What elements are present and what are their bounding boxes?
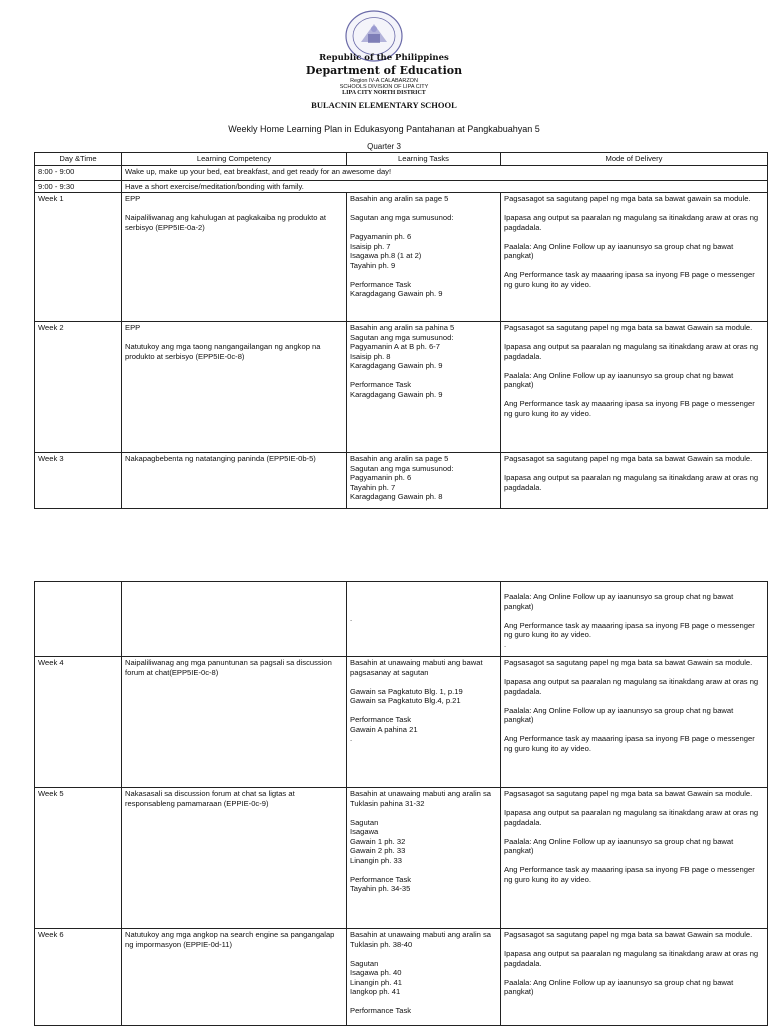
competency-text: Naipaliliwanag ang mga panuntunan sa pagsali sa discussion forum at chat(EPP5IE-0c-8) xyxy=(125,658,332,677)
competency-text: EPP Natutukoy ang mga taong nangangailangan ng angkop na produkto at serbisyo (EPP5IE-0c-8) xyxy=(125,323,321,361)
learning-plan-table-page-1 xyxy=(34,152,768,509)
region-line: Region IV-A CALABARZON xyxy=(350,78,418,84)
tasks-text: Basahin ang aralin sa pahina 5 Sagutan ang mga sumusunod: Pagyamanin A at B ph. 6-7 Isaisip ph. 8 Karagdagang Gawain ph. 9 Performance Task Karagdagang Gawain ph. 9 xyxy=(350,323,455,399)
delivery-text: Pagsasagot sa sagutang papel ng mga bata sa bawat Gawain sa module. Ipapasa ang output sa paaralan ng magulang sa itinakdang araw at oras ng pagdadala. Paalala: Ang Online Follow up ay iaanunsyo sa group chat ng bawat pangkat) Ang Performance task ay maaaring ipasa sa inyong FB page o messenger ng guro kung ito ay video. xyxy=(504,658,759,753)
tasks-text: . xyxy=(350,614,353,624)
continuation-row xyxy=(35,582,768,657)
routine-row xyxy=(35,165,768,180)
republic-line: Republic of the Philippines xyxy=(319,53,449,63)
empty-cell xyxy=(35,582,122,657)
school-name: BULACNIN ELEMENTARY SCHOOL xyxy=(311,100,457,110)
plan-title: Weekly Home Learning Plan in Edukasyong Pantahanan at Pangkabuahyan 5 xyxy=(228,124,540,134)
week-label: Week 4 xyxy=(35,657,122,788)
routine-text: Wake up, make up your bed, eat breakfast, and get ready for an awesome day! xyxy=(122,165,768,180)
column-header: Learning Tasks xyxy=(347,153,501,166)
routine-row xyxy=(35,180,768,193)
week-label: Week 6 xyxy=(35,929,122,1026)
week-label: Week 5 xyxy=(35,788,122,929)
quarter-label: Quarter 3 xyxy=(367,142,401,151)
week-label: Week 2 xyxy=(35,322,122,453)
week-row xyxy=(35,453,768,509)
week-row xyxy=(35,788,768,929)
week-row xyxy=(35,322,768,453)
time-cell: 8:00 - 9:00 xyxy=(35,165,122,180)
competency-text: Nakapagbebenta ng natatanging paninda (EPP5IE-0b-5) xyxy=(125,454,316,463)
week-row xyxy=(35,929,768,1026)
week-row xyxy=(35,657,768,788)
table-header-row xyxy=(35,153,768,166)
empty-cell xyxy=(122,582,347,657)
week-row xyxy=(35,193,768,322)
tasks-text: Basahin ang aralin sa page 5 Sagutan ang mga sumusunod: Pagyamanin ph. 6 Tayahin ph. 7 Karagdagang Gawain ph. 8 xyxy=(350,454,454,501)
department-line: Department of Education xyxy=(305,64,463,77)
tasks-text: Basahin at unawaing mabuti ang aralin sa Tuklasin pahina 31-32 Sagutan Isagawa Gawain 1 ph. 32 Gawain 2 ph. 33 Linangin ph. 33 Performance Task Tayahin ph. 34-35 xyxy=(350,789,491,893)
competency-text: Nakasasali sa discussion forum at chat sa ligtas at responsableng pamamaraan (EPPIE-0c-9) xyxy=(125,789,295,808)
competency-text: EPP Naipaliliwanag ang kahulugan at pagkakaiba ng produkto at serbisyo (EPP5IE-0a-2) xyxy=(125,194,326,232)
column-header: Day &Time xyxy=(35,153,122,166)
delivery-text: Pagsasagot sa sagutang papel ng mga bata sa bawat Gawain sa module. Ipapasa ang output sa paaralan ng magulang sa itinakdang araw at oras ng pagdadala. Paalala: Ang Online Follow up ay iaanunsyo sa group chat ng bawat pangkat) xyxy=(504,930,759,996)
week-label: Week 1 xyxy=(35,193,122,322)
competency-text: Natutukoy ang mga angkop na search engine sa pangangalap ng impormasyon (EPPIE-0d-11) xyxy=(125,930,335,949)
delivery-text: Pagsasagot sa sagutang papel ng mga bata sa bawat Gawain sa module. Ipapasa ang output sa paaralan ng magulang sa itinakdang araw at oras ng pagdadala. xyxy=(504,454,759,492)
time-cell: 9:00 - 9:30 xyxy=(35,180,122,193)
tasks-text: Basahin at unawaing mabuti ang aralin sa Tuklasin ph. 38-40 Sagutan Isagawa ph. 40 Linangin ph. 41 Iangkop ph. 41 Performance Task xyxy=(350,930,491,1015)
tasks-text: Basahin ang aralin sa page 5 Sagutan ang mga sumusunod: Pagyamanin ph. 6 Isaisip ph. 7 Isagawa ph.8 (1 at 2) Tayahin ph. 9 Performance Task Karagdagang Gawain ph. 9 xyxy=(350,194,454,298)
delivery-text: Pagsasagot sa sagutang papel ng mga bata sa bawat Gawain sa module. Ipapasa ang output sa paaralan ng magulang sa itinakdang araw at oras ng pagdadala. Paalala: Ang Online Follow up ay iaanunsyo sa group chat ng bawat pangkat) Ang Performance task ay maaaring ipasa sa inyong FB page o messenger ng guro kung ito ay video. xyxy=(504,323,759,418)
delivery-text: Pagsasagot sa sagutang papel ng mga bata sa bawat Gawain sa module. Ipapasa ang output sa paaralan ng magulang sa itinakdang araw at oras ng pagdadala. Paalala: Ang Online Follow up ay iaanunsyo sa group chat ng bawat pangkat) Ang Performance task ay maaaring ipasa sa inyong FB page o messenger ng guro kung ito ay video. xyxy=(504,789,759,884)
delivery-text: Pagsasagot sa sagutang papel ng mga bata sa bawat gawain sa module. Ipapasa ang output sa paaralan ng magulang sa itinakdang araw at oras ng pagdadala. Paalala: Ang Online Follow up ay iaanunsyo sa group chat ng bawat pangkat) Ang Performance task ay maaaring ipasa sa inyong FB page o messenger ng guro kung ito ay video. xyxy=(504,194,759,289)
tasks-text: Basahin at unawaing mabuti ang bawat pagsasanay at sagutan Gawain sa Pagkatuto Blg. 1, p.19 Gawain sa Pagkatuto Blg.4, p.21 Performance Task Gawain A pahina 21 . xyxy=(350,658,483,743)
column-header: Mode of Delivery xyxy=(501,153,768,166)
routine-text: Have a short exercise/meditation/bonding with family. xyxy=(122,180,768,193)
district-line: LIPA CITY NORTH DISTRICT xyxy=(342,90,426,96)
column-header: Learning Competency xyxy=(122,153,347,166)
division-line: SCHOOLS DIVISION OF LIPA CITY xyxy=(339,84,429,90)
delivery-text: Paalala: Ang Online Follow up ay iaanunsyo sa group chat ng bawat pangkat) Ang Performance task ay maaaring ipasa sa inyong FB page o messenger ng guro kung ito ay video. . xyxy=(504,592,755,649)
week-label: Week 3 xyxy=(35,453,122,509)
learning-plan-table-page-2 xyxy=(34,581,768,1026)
